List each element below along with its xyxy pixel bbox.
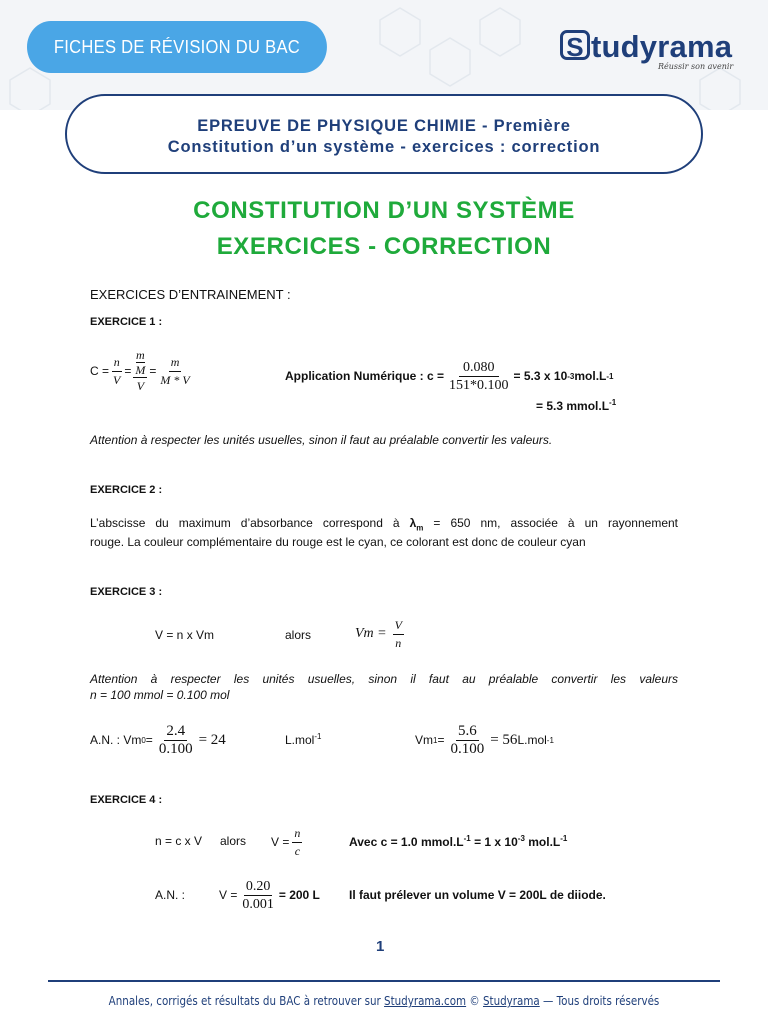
- ex2-line1: L’abscisse du maximum d’absorbance correspond à $\lambda_m = 650$ nm, associée à un rayonnement: [90, 516, 678, 533]
- ex4-an-label: A.N. :: [155, 888, 186, 902]
- ex1-note: Attention à respecter les unités usuelles, sinon il faut au préalable convertir les valeurs.: [90, 433, 553, 447]
- ex2-title: EXERCICE 2 :: [90, 484, 163, 496]
- ex3-formula: V = n x Vm: [155, 628, 215, 642]
- ex1-title: EXERCICE 1 :: [90, 316, 163, 328]
- ex3-unit-1: L.mol$^{-1}$: [285, 732, 322, 747]
- ex3-vm-formula: Vm = $\frac{V}{n}$: [355, 617, 402, 650]
- footer-text: Annales, corrigés et résultats du BAC à retrouver sur Studyrama.com © Studyrama — Tous droits réservés: [108, 994, 660, 1008]
- ex3-title: EXERCICE 3 :: [90, 586, 163, 598]
- main-heading-1: CONSTITUTION D’UN SYSTÈME: [193, 197, 575, 224]
- logo-s-icon: S: [560, 30, 590, 60]
- studyrama-logo: [556, 30, 738, 72]
- ex4-an: V = $\frac{0.20}{0.001}$ = 200 L: [219, 878, 320, 912]
- ex4-title: EXERCICE 4 :: [90, 794, 163, 806]
- ex4-conclusion: Il faut prélever un volume V = 200L de diiode.: [349, 888, 606, 902]
- ex2-line2: rouge. La couleur complémentaire du rouge est le cyan, ce colorant est donc de couleur cyan: [90, 535, 586, 549]
- ex4-v-formula: V = $\frac{n}{c}$: [271, 825, 301, 858]
- ex3-an-vm1: Vm 1 = $\frac{5.6}{0.100}$ = 56 L.mol -1: [415, 722, 554, 757]
- ex3-note1: Attention à respecter les unités usuelles, sinon il faut au préalable convertir les valeurs: [90, 672, 678, 686]
- logo-tagline: Réussir son avenir: [658, 62, 734, 71]
- ex3-an-vm0: A.N. : Vm 0 = $\frac{2.4}{0.100}$ = 24: [90, 722, 226, 757]
- studyrama-brand-link[interactable]: Studyrama: [482, 994, 540, 1008]
- ex4-formula: n = c x V: [155, 834, 203, 848]
- ex3-note2: n = 100 mmol = 0.100 mol: [90, 688, 230, 702]
- logo-text: tudyrama: [591, 29, 733, 64]
- exam-title-line2: Constitution d’un système - exercices : correction: [167, 138, 601, 156]
- footer-divider: [48, 980, 720, 982]
- studyrama-link[interactable]: Studyrama.com: [384, 994, 467, 1008]
- ex1-formula: C = $\frac{n}{V}$ = m M V = $\frac{m}{M * V}$: [90, 347, 190, 393]
- main-heading-2: EXERCICES - CORRECTION: [216, 233, 552, 260]
- ex4-avec: Avec c = 1.0 $mmol.L^{-1} = 1$ x $10^{-3}$ $mol.L^{-1}$: [349, 834, 568, 849]
- exam-title-box: [65, 94, 703, 174]
- ex1-result-2: = 5.3 $mmol.L^{-1}$: [536, 398, 617, 413]
- ex1-application: Application Numérique : c = $\frac{0.080}{151*0.100}$ = 5.3 x 10 -3 mol.L -1: [285, 359, 614, 393]
- section-title: EXERCICES D’ENTRAINEMENT :: [90, 287, 291, 302]
- ex3-alors: alors: [285, 628, 312, 642]
- page-number: 1: [376, 938, 385, 955]
- revision-pill: FICHES DE RÉVISION DU BAC: [27, 21, 327, 73]
- exam-title-line1: EPREUVE DE PHYSIQUE CHIMIE - Première: [197, 117, 571, 135]
- ex4-alors: alors: [220, 834, 247, 848]
